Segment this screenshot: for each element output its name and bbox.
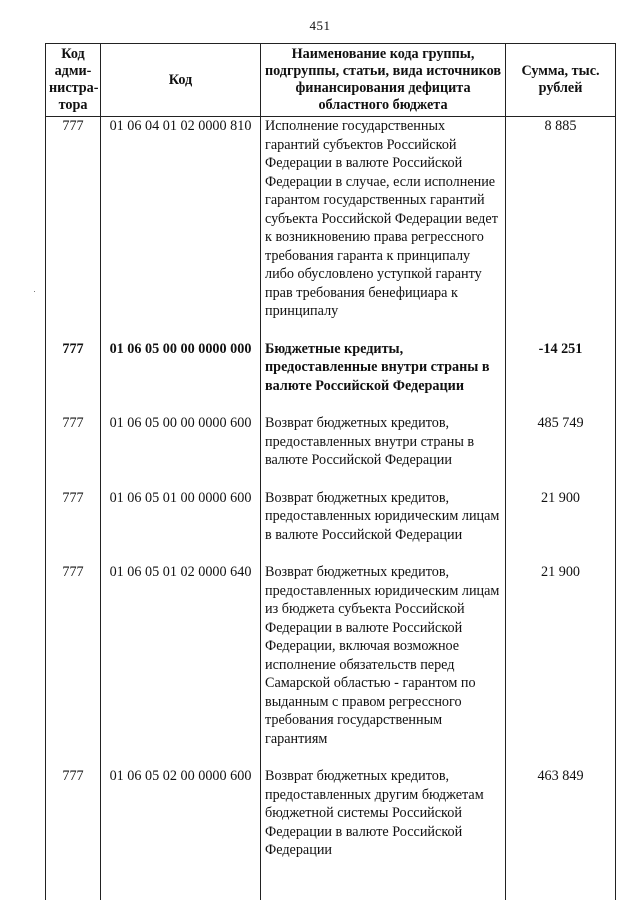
cell-name: Возврат бюджетных кредитов, предоставленных внутри страны в валюте Российской Федерации [261,414,506,489]
cell-code: 01 06 05 01 02 0000 640 [101,563,261,767]
header-name: Наименование кода группы, подгруппы, статьи, вида источников финансирования дефицита областного бюджета [261,44,506,117]
cell-code: 01 06 04 01 02 0000 810 [101,117,261,340]
table-row [46,340,616,415]
cell-code: 01 06 05 00 00 0000 600 [101,414,261,489]
cell-amount: 485 749 [506,414,616,489]
cell-name: Бюджетные кредиты, предоставленные внутри страны в валюте Российской Федерации [261,340,506,415]
cell-amount: 21 900 [506,489,616,564]
cell-name: Возврат бюджетных кредитов, предоставленных другим бюджетам бюджетной системы Российской Федерации в валюте Российской Федерации [261,767,506,900]
header-code: Код [101,44,261,117]
cell-admin: 777 [46,117,101,340]
table-header-row [46,44,616,117]
table-row [46,563,616,767]
budget-sources-table [45,43,616,900]
cell-code: 01 06 05 01 00 0000 600 [101,489,261,564]
cell-admin: 777 [46,563,101,767]
cell-name: Возврат бюджетных кредитов, предоставленных юридическим лицам из бюджета субъекта Российской Федерации в валюте Российской Федерации, включая возможное исполнение обязательств перед Самарской областью - гарантом по выданным с правом регрессного требования государственным гарантиям [261,563,506,767]
header-admin-code: Код адми-нистра-тора [46,44,101,117]
cell-name: Возврат бюджетных кредитов, предоставленных юридическим лицам в валюте Российской Федерации [261,489,506,564]
page-number: 451 [309,18,331,33]
cell-amount: 21 900 [506,563,616,767]
cell-amount: -14 251 [506,340,616,415]
cell-amount: 463 849 [506,767,616,900]
cell-code: 01 06 05 00 00 0000 000 [101,340,261,415]
header-amount: Сумма, тыс. рублей [506,44,616,117]
scan-artifact-dot [34,291,35,292]
cell-code: 01 06 05 02 00 0000 600 [101,767,261,900]
cell-amount: 8 885 [506,117,616,340]
table-row [46,767,616,900]
cell-admin: 777 [46,414,101,489]
table-row [46,489,616,564]
cell-name: Исполнение государственных гарантий субъектов Российской Федерации в валюте Российской Федерации в случае, если исполнение гарантом государственных гарантий субъекта Российской Федерации ведет к возникновению права регрессного требования гаранта к принципалу либо обусловлено уступкой гаранту прав требования бенефициара к принципалу [261,117,506,340]
cell-admin: 777 [46,767,101,900]
cell-admin: 777 [46,340,101,415]
table-row [46,117,616,340]
table-row [46,414,616,489]
cell-admin: 777 [46,489,101,564]
